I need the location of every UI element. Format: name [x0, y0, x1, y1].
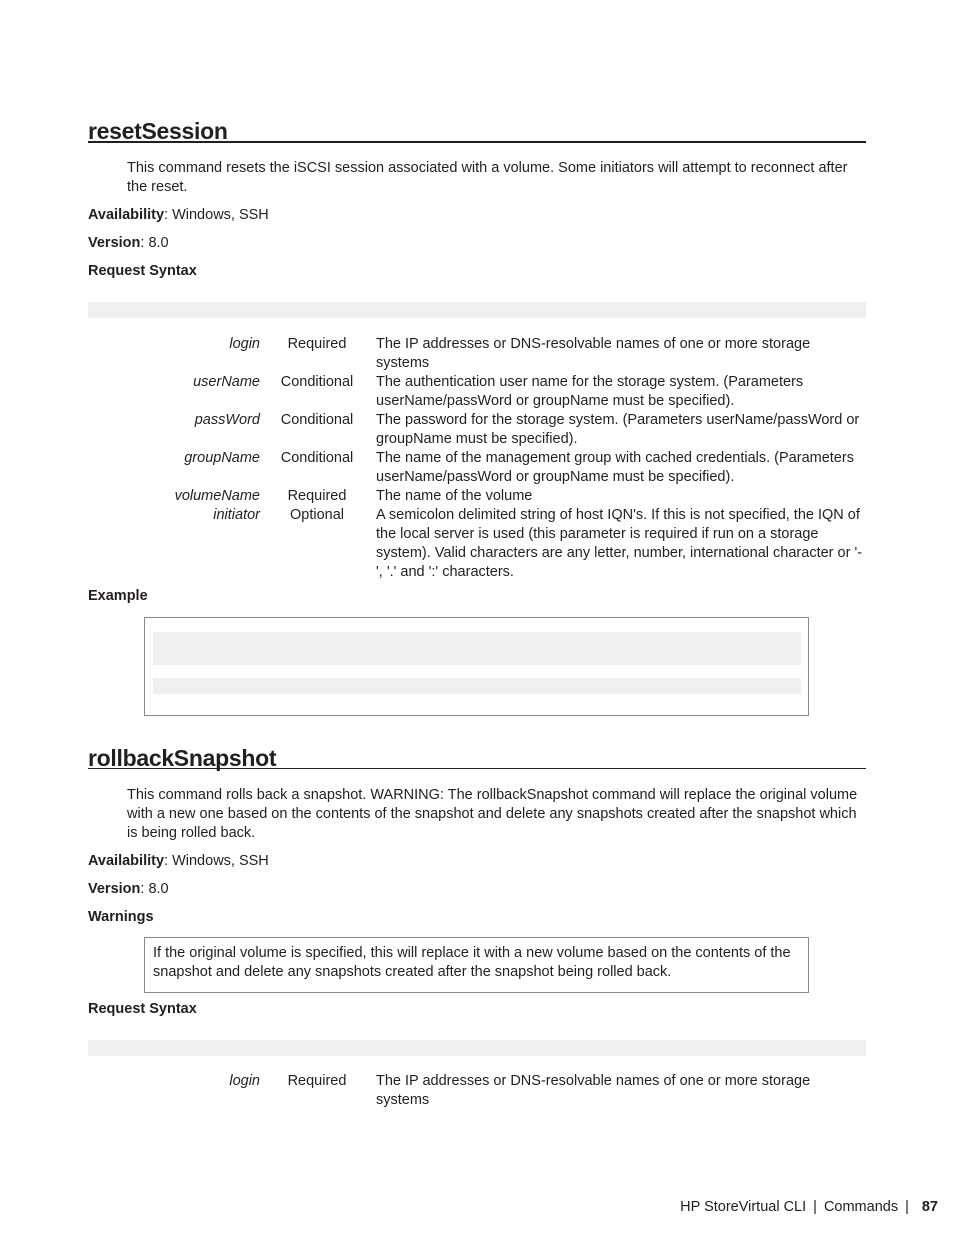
version-label: Version: [88, 881, 141, 897]
rollbacksnapshot-request-syntax-heading: Request Syntax: [88, 1001, 197, 1017]
param-description: The name of the management group with cached credentials. (Parameters userName/passWord or groupName must be specified).: [376, 450, 854, 485]
param-requirement: Conditional: [280, 374, 354, 390]
availability-label: Availability: [88, 853, 165, 869]
example-code-block-2: [153, 678, 801, 694]
footer-chapter: Commands: [823, 1199, 899, 1215]
footer-separator: |: [905, 1199, 909, 1215]
param-description: The name of the volume: [376, 488, 533, 504]
rollbacksnapshot-warnings-heading: Warnings: [88, 909, 154, 925]
resetsession-description: This command resets the iSCSI session associated with a volume. Some initiators will attempt to reconnect after the reset.: [127, 160, 848, 195]
param-description: The password for the storage system. (Parameters userName/passWord or groupName must be specified).: [376, 412, 860, 447]
rollbacksnapshot-description: This command rolls back a snapshot. WARNING: The rollbackSnapshot command will replace the original volume with a new one based on the contents of the snapshot and delete any snapshots created after the snapshot which is being rolled back.: [127, 787, 858, 841]
resetsession-syntax-code-block: [88, 302, 866, 318]
availability-label: Availability: [88, 207, 165, 223]
footer-separator: |: [813, 1199, 817, 1215]
param-row: [88, 335, 868, 373]
resetsession-availability: [88, 206, 269, 225]
param-name: userName: [193, 374, 260, 390]
version-value: : 8.0: [140, 235, 169, 251]
param-name: initiator: [213, 507, 260, 523]
section-title-rollbacksnapshot: rollbackSnapshot: [88, 749, 866, 769]
warning-box: [144, 937, 809, 993]
param-description: The authentication user name for the storage system. (Parameters userName/passWord or groupName must be specified).: [376, 374, 804, 409]
param-row: [88, 487, 868, 506]
param-row: [88, 449, 868, 487]
param-description: The IP addresses or DNS-resolvable names of one or more storage systems: [376, 336, 811, 371]
version-label: Version: [88, 235, 141, 251]
availability-value: : Windows, SSH: [164, 853, 269, 869]
param-description: The IP addresses or DNS-resolvable names of one or more storage systems: [376, 1073, 811, 1108]
example-code-block-1: [153, 632, 801, 665]
param-name: login: [229, 1073, 260, 1089]
rollbacksnapshot-availability: [88, 852, 269, 871]
param-requirement: Conditional: [280, 412, 354, 428]
footer-product: HP StoreVirtual CLI: [680, 1199, 807, 1215]
example-box: [144, 617, 809, 716]
availability-value: : Windows, SSH: [164, 207, 269, 223]
resetsession-version: [88, 234, 169, 253]
page-number: 87: [921, 1199, 938, 1215]
param-row: [88, 373, 868, 411]
rollbacksnapshot-syntax-code-block: [88, 1040, 866, 1056]
rollbacksnapshot-version: [88, 880, 169, 899]
param-name: volumeName: [174, 488, 260, 504]
param-requirement: Required: [287, 1073, 347, 1089]
param-requirement: Required: [287, 336, 347, 352]
param-row: [88, 411, 868, 449]
page-footer: [680, 1198, 938, 1217]
param-requirement: Conditional: [280, 450, 354, 466]
param-requirement: Optional: [289, 507, 344, 523]
version-value: : 8.0: [140, 881, 169, 897]
rollbacksnapshot-parameter-table: [88, 1072, 868, 1110]
param-requirement: Required: [287, 488, 347, 504]
param-row: [88, 1072, 868, 1110]
resetsession-parameter-table: [88, 335, 868, 582]
param-name: groupName: [184, 450, 260, 466]
param-name: passWord: [194, 412, 260, 428]
section-title-resetsession: resetSession: [88, 122, 866, 143]
param-name: login: [229, 336, 260, 352]
param-description: A semicolon delimited string of host IQN's. If this is not specified, the IQN of the local server is used (this parameter is required if run on a storage system). Valid characters are any letter, number, international character or '-', '.' and ':' characters.: [376, 507, 863, 580]
warning-text: If the original volume is specified, this will replace it with a new volume based on the contents of the snapshot and delete any snapshots created after the snapshot being rolled back.: [153, 945, 791, 980]
param-row: [88, 506, 868, 582]
resetsession-example-heading: Example: [88, 588, 148, 604]
resetsession-request-syntax-heading: Request Syntax: [88, 263, 197, 279]
